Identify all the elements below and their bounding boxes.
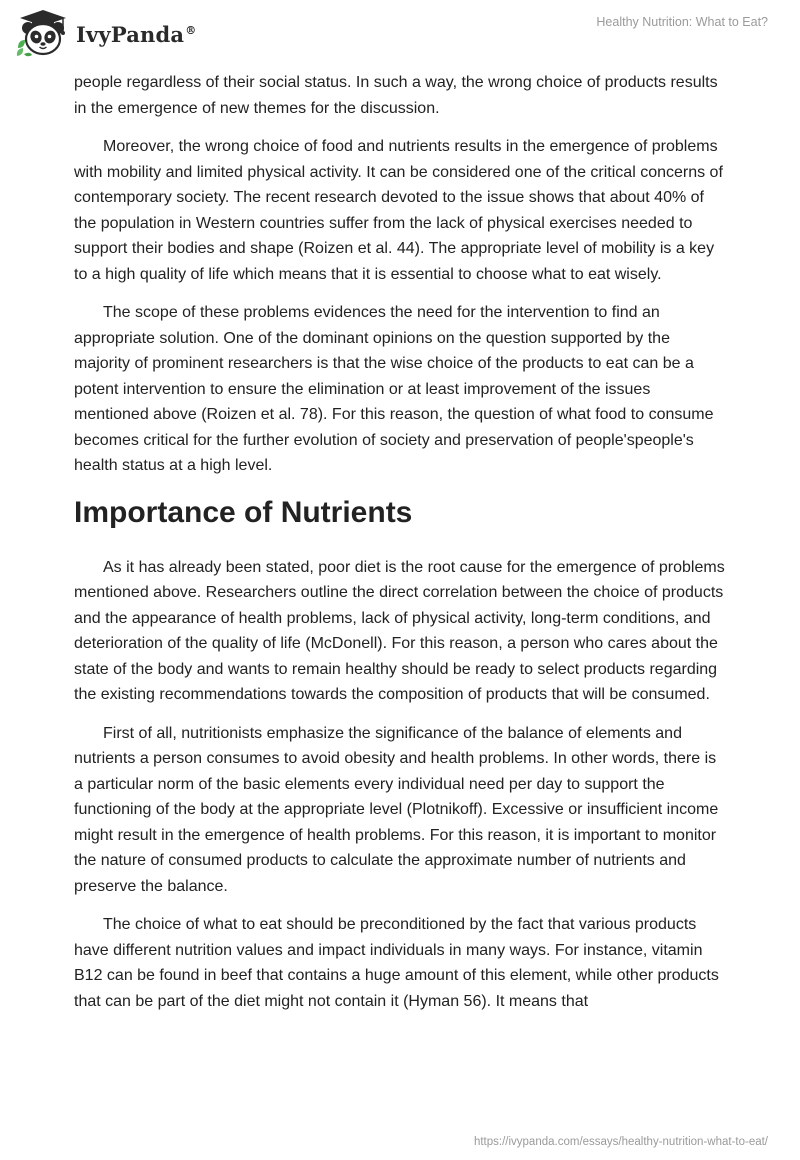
registered-mark: ® [185, 23, 197, 37]
paragraph: Moreover, the wrong choice of food and nutrients results in the emergence of problems with mobility and limited physical activity. It can be considered one of the critical concerns of contemporary society. The recent research devoted to the issue shows that about 40% of the population in Western countries suffer from the lack of physical exercises needed to support their bodies and shape (Roizen et al. 44). The appropriate level of mobility is a key to a high quality of life which means that it is essential to choose what to eat wisely. [74, 138, 723, 283]
panda-logo-icon [14, 8, 72, 58]
source-url[interactable]: https://ivypanda.com/essays/healthy-nutrition-what-to-eat/ [473, 1136, 768, 1148]
page-header [0, 0, 800, 68]
section-heading: Importance of Nutrients [74, 495, 413, 529]
paragraph: The choice of what to eat should be preconditioned by the fact that various products have different nutrition values and impact individuals in many ways. For instance, vitamin B12 can be found in beef that contains a huge amount of this element, while other products that can be part of the diet might not contain it (Hyman 56). It means that [74, 916, 719, 1010]
brand-logo[interactable] [14, 6, 196, 60]
paragraph: people regardless of their social status. In such a way, the wrong choice of products results in the emergence of new themes for the discussion. [74, 74, 718, 117]
brand-name: IvyPanda® [76, 21, 197, 47]
essay-body [74, 70, 726, 1027]
paragraph: As it has already been stated, poor diet is the root cause for the emergence of problems mentioned above. Researchers outline the direct correlation between the choice of products and the appearance of health problems, lack of physical activity, long-term conditions, and deterioration of the quality of life (McDonell). For this reason, a person who cares about the state of the body and wants to remain healthy should be ready to select products regarding the existing recommendations towards the composition of products that will be consumed. [74, 558, 725, 703]
page-title: Healthy Nutrition: What to Eat? [596, 15, 768, 29]
paragraph: First of all, nutritionists emphasize the significance of the balance of elements and nutrients a person consumes to avoid obesity and health problems. In other words, there is a particular norm of the basic elements every individual need per day to support the functioning of the body at the appropriate level (Plotnikoff). Excessive or insufficient income might result in the emergence of health problems. For this reason, it is important to monitor the nature of consumed products to calculate the approximate number of nutrients and preserve the balance. [74, 724, 719, 895]
paragraph: The scope of these problems evidences the need for the intervention to find an appropriate solution. One of the dominant opinions on the question supported by the majority of prominent researchers is that the wise choice of the products to eat can be a potent intervention to ensure the elimination or at least improvement of the issues mentioned above (Roizen et al. 78). For this reason, the question of what food to consume becomes critical for the further evolution of society and preservation of people'speople's health status at a high level. [74, 304, 714, 474]
